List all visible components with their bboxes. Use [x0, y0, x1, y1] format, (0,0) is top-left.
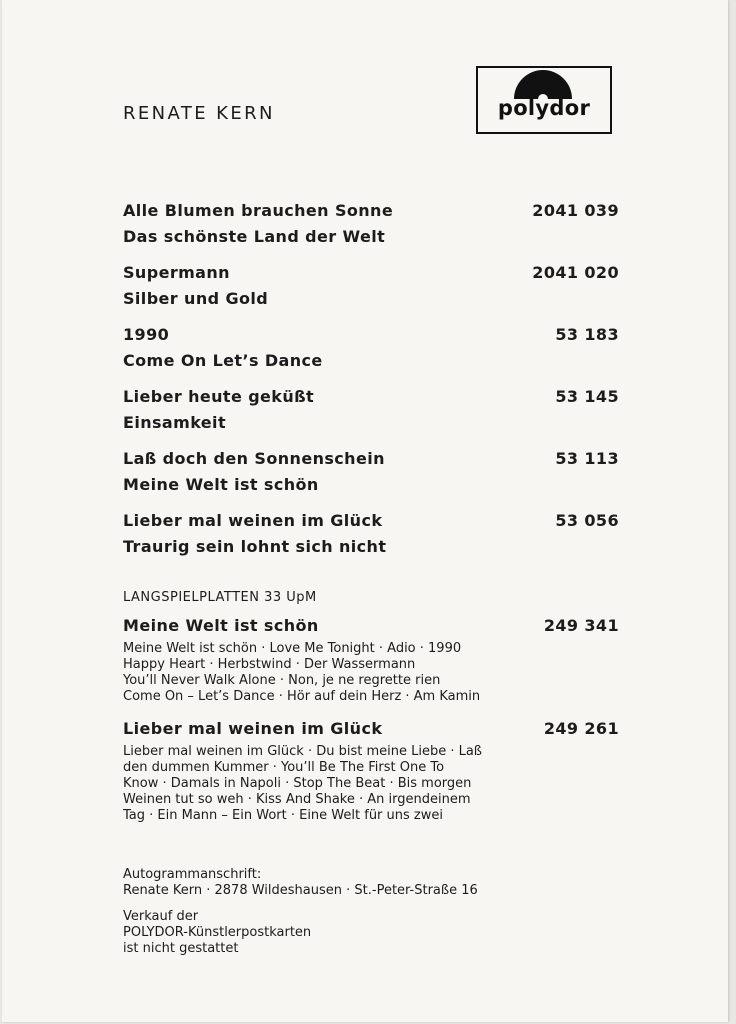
lp-heading: LANGSPIELPLATTEN 33 UpM	[123, 590, 317, 605]
album-tracklist	[123, 744, 619, 824]
catalog-number: 53 056	[555, 511, 619, 530]
album-item	[123, 717, 619, 824]
catalog-number: 2041 039	[532, 201, 619, 220]
notice-line: ist nicht gestattet	[123, 941, 239, 956]
tracklist-line: Weinen tut so weh · Kiss And Shake · An irgendeinem	[123, 792, 471, 807]
b-side-title: Meine Welt ist schön	[123, 475, 319, 494]
tracklist-line: Know · Damals in Napoli · Stop The Beat · Bis morgen	[123, 776, 472, 791]
single-item	[123, 384, 619, 446]
album-title: Lieber mal weinen im Glück	[123, 719, 383, 738]
catalog-number: 53 113	[555, 449, 619, 468]
a-side-title: 1990	[123, 325, 170, 344]
notice-line: Verkauf der	[123, 909, 199, 924]
polydor-logo	[476, 66, 612, 134]
tracklist-line: Come On – Let’s Dance · Hör auf dein Herz · Am Kamin	[123, 689, 481, 704]
tracklist-line: den dummen Kummer · You’ll Be The First One To	[123, 760, 445, 775]
single-item	[123, 446, 619, 508]
b-side-title: Das schönste Land der Welt	[123, 227, 386, 246]
tracklist-line: Tag · Ein Mann – Ein Wort · Eine Welt für uns zwei	[123, 808, 443, 823]
catalog-number: 53 183	[555, 325, 619, 344]
tracklist-line: Happy Heart · Herbstwind · Der Wassermann	[123, 657, 416, 672]
album-tracklist	[123, 641, 619, 705]
a-side-title: Lieber mal weinen im Glück	[123, 511, 383, 530]
single-item	[123, 198, 619, 260]
single-item	[123, 260, 619, 322]
footer	[123, 867, 478, 957]
album-item	[123, 614, 619, 705]
b-side-title: Traurig sein lohnt sich nicht	[123, 537, 387, 556]
singles-list	[123, 198, 619, 570]
b-side-title: Einsamkeit	[123, 413, 226, 432]
logo-text: polydor	[497, 96, 591, 120]
catalog-number: 53 145	[555, 387, 619, 406]
a-side-title: Lieber heute geküßt	[123, 387, 315, 406]
tracklist-line: Lieber mal weinen im Glück · Du bist meine Liebe · Laß	[123, 744, 482, 759]
single-item	[123, 322, 619, 384]
album-catalog-number: 249 341	[543, 616, 619, 635]
a-side-title: Alle Blumen brauchen Sonne	[123, 201, 394, 220]
album-catalog-number: 249 261	[543, 719, 619, 738]
b-side-title: Silber und Gold	[123, 289, 269, 308]
artist-name: RENATE KERN	[123, 103, 275, 124]
address-label: Autogrammanschrift:	[123, 867, 262, 882]
a-side-title: Supermann	[123, 263, 230, 282]
single-item	[123, 508, 619, 570]
catalog-number: 2041 020	[532, 263, 619, 282]
notice-line: POLYDOR-Künstlerpostkarten	[123, 925, 312, 940]
b-side-title: Come On Let’s Dance	[123, 351, 323, 370]
tracklist-line: You’ll Never Walk Alone · Non, je ne regrette rien	[123, 673, 441, 688]
a-side-title: Laß doch den Sonnenschein	[123, 449, 385, 468]
tracklist-line: Meine Welt ist schön · Love Me Tonight · Adio · 1990	[123, 641, 462, 656]
album-title: Meine Welt ist schön	[123, 616, 319, 635]
address-text: Renate Kern · 2878 Wildeshausen · St.-Peter-Straße 16	[123, 883, 478, 898]
